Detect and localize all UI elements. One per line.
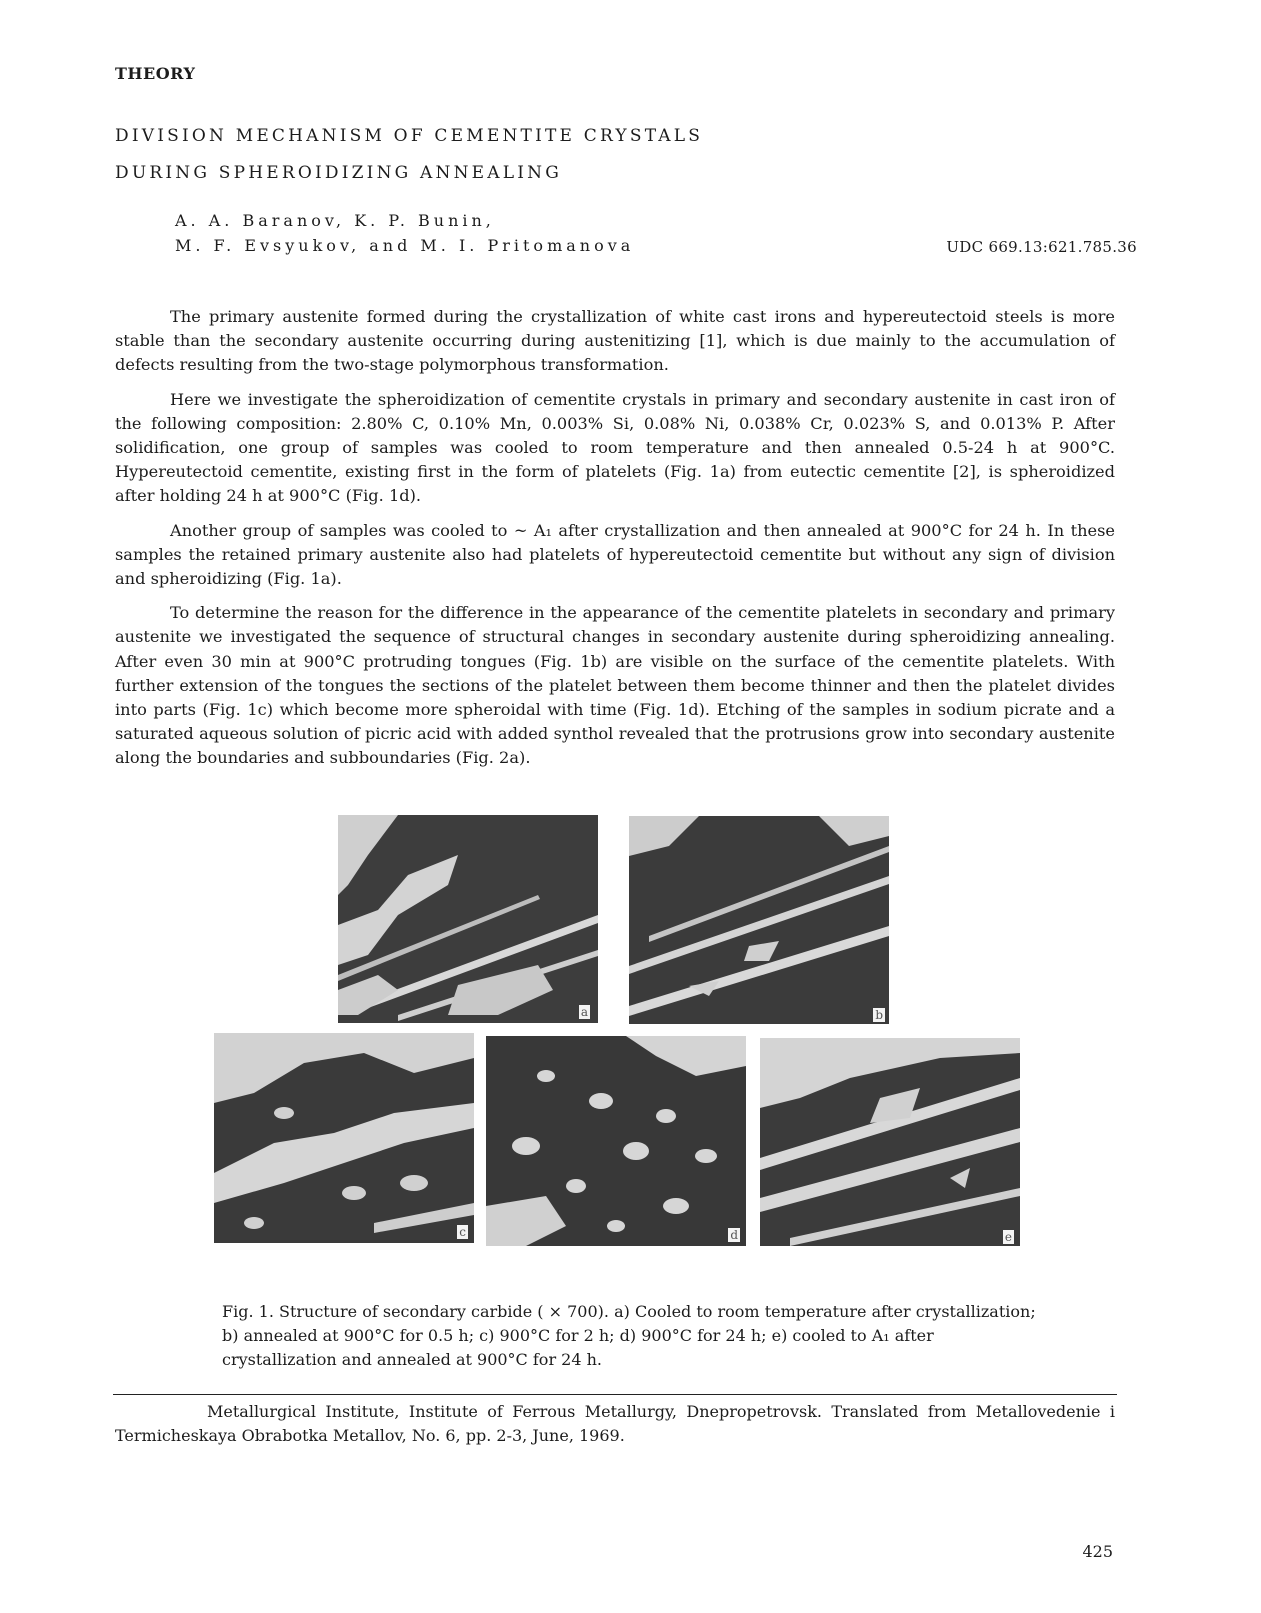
article-title-line-1: DIVISION MECHANISM OF CEMENTITE CRYSTALS xyxy=(115,126,704,146)
section-label: THEORY xyxy=(115,64,196,83)
footnote: Metallurgical Institute, Institute of Ferrous Metallurgy, Dnepropetrovsk. Translated from Metallovedenie i Termicheskaya Obrabotka Metallov, No. 6, pp. 2-3, June, 1969. xyxy=(115,1402,1115,1445)
figure-caption: Fig. 1. Structure of secondary carbide ( × 700). a) Cooled to room temperature after crystallization; b) annealed at 900°C for 0.5 h; c) 900°C for 2 h; d) 900°C for 24 h; e) cooled to A₁ after crystallization and annealed at 900°C for 24 h. xyxy=(222,1302,1036,1369)
page-number: 425 xyxy=(1082,1542,1113,1561)
article-body xyxy=(115,305,1115,781)
body-paragraph-4: To determine the reason for the difference in the appearance of the cementite platelets in secondary and primary austenite we investigated the sequence of structural changes in secondary austenite during spheroidizing annealing. After even 30 min at 900°C protruding tongues (Fig. 1b) are visible on the surface of the cementite platelets. With further extension of the tongues the sections of the platelet between them become thinner and then the platelet divides into parts (Fig. 1c) which become more spheroidal with time (Fig. 1d). Etching of the samples in sodium picrate and a saturated aqueous solution of picric acid with added synthol revealed that the protrusions grow into secondary austenite along the boundaries and subboundaries (Fig. 2a). xyxy=(115,603,1115,768)
article-title-line-2: DURING SPHEROIDIZING ANNEALING xyxy=(115,163,563,183)
body-paragraph-3: Another group of samples was cooled to ~ A₁ after crystallization and then annealed at 900°C for 24 h. In these samples the retained primary austenite also had platelets of hypereutectoid cementite but without any sign of division and spheroidizing (Fig. 1a). xyxy=(115,520,1115,589)
panel-letter-c: c xyxy=(459,1225,466,1239)
authors-line-2: M. F. Evsyukov, and M. I. Pritomanova xyxy=(175,236,635,255)
panel-letter-a: a xyxy=(580,1005,588,1019)
micrograph-panel-b xyxy=(629,816,889,1024)
panel-letter-b: b xyxy=(875,1008,883,1022)
micrograph-panel-d xyxy=(486,1036,746,1246)
body-paragraph-1: The primary austenite formed during the crystallization of white cast irons and hypereutectoid steels is more stable than the secondary austenite occurring during austenitizing [1], which is due mainly to the accumulation of defects resulting from the two-stage polymorphous transformation. xyxy=(115,307,1115,375)
udc-code: UDC 669.13:621.785.36 xyxy=(946,238,1137,256)
footnote-divider xyxy=(113,1394,1117,1395)
authors-line-1: A. A. Baranov, K. P. Bunin, xyxy=(175,211,495,230)
micrograph-panel-c xyxy=(214,1033,474,1243)
micrograph-panel-a xyxy=(338,815,598,1023)
micrograph-panel-e xyxy=(760,1038,1020,1246)
body-paragraph-2: Here we investigate the spheroidization of cementite crystals in primary and secondary austenite in cast iron of the following composition: 2.80% C, 0.10% Mn, 0.003% Si, 0.08% Ni, 0.038% Cr, 0.023% S, and 0.013% P. After solidification, one group of samples was cooled to room temperature and then annealed 0.5-24 h at 900°C. Hypereutectoid cementite, existing first in the form of platelets (Fig. 1a) from eutectic cementite [2], is spheroidized after holding 24 h at 900°C (Fig. 1d). xyxy=(115,389,1115,506)
panel-letter-d: d xyxy=(730,1228,738,1242)
panel-letter-e: e xyxy=(1004,1230,1012,1244)
